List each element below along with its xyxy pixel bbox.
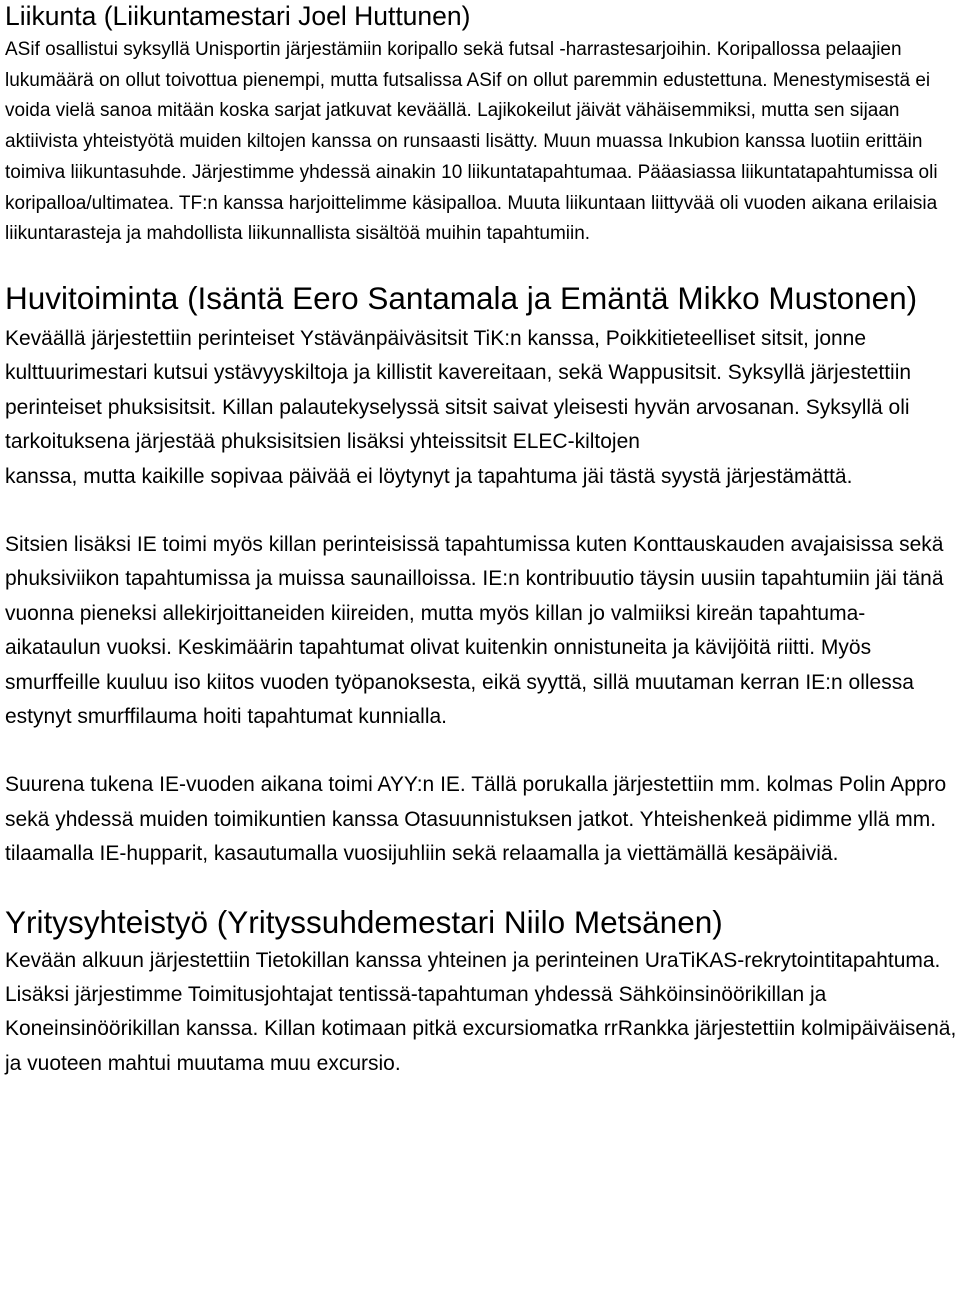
paragraph: kanssa, mutta kaikille sopivaa päivää ei löytynyt ja tapahtuma jäi tästä syystä järjestämättä. bbox=[5, 464, 853, 488]
section-liikunta bbox=[5, 0, 960, 250]
paragraph: ASif osallistui syksyllä Unisportin järjestämiin koripallo sekä futsal -harrastesarjoihin. Koripallossa pelaajien lukumäärä on ollut toivottua pienempi, mutta futsalissa ASif on ollut paremmin edustettuna. Menestymisestä ei voida vielä sanoa mitään koska sarjat jatkuvat keväällä. Lajikokeilut jäivät vähäisemmiksi, mutta sen sijaan aktiivista yhteistyötä muiden kiltojen kanssa on runsaasti lisätty. Muun muassa Inkubion kanssa luotiin erittäin toimiva liikuntasuhde. Järjestimme yhdessä ainakin 10 liikuntatapahtumaa. Pääasiassa liikuntatapahtumissa oli koripalloa/ultimatea. TF:n kanssa harjoittelimme käsipalloa. Muuta liikuntaan liittyvää oli vuoden aikana erilaisia liikuntarasteja ja mahdollista liikunnallista sisältöä muihin tapahtumiin. bbox=[5, 39, 938, 245]
section-yritysyhteistyo bbox=[5, 902, 960, 1082]
paragraph: Keväällä järjestettiin perinteiset Ystävänpäiväsitsit TiK:n kanssa, Poikkitieteelliset sitsit, jonne kulttuurimestari kutsui ystävyyskiltoja ja killistit kavereitaan, sekä Wappusitsit. Syksyllä järjestettiin perinteiset phuksisitsit. Killan palautekyselyssä sitsit saivat yleisesti hyvän arvosanan. Syksyllä oli tarkoituksena järjestää phuksisitsien lisäksi yhteissitsit ELEC-kiltojen bbox=[5, 326, 912, 454]
paragraph: Suurena tukena IE-vuoden aikana toimi AYY:n IE. Tällä porukalla järjestettiin mm. kolmas Polin Appro sekä yhdessä muiden toimikuntien kanssa Otasuunnistuksen jatkot. Yhteishenkeä pidimme yllä mm. tilaamalla IE-hupparit, kasautumalla vuosijuhliin sekä relaamalla ja viettämällä kesäpäiviä. bbox=[5, 773, 947, 866]
document-page bbox=[5, 0, 960, 1081]
section-title: Yritysyhteistyö (Yrityssuhdemestari Niilo Metsänen) bbox=[5, 903, 723, 940]
section-title: Huvitoiminta (Isäntä Eero Santamala ja Emäntä Mikko Mustonen) bbox=[5, 279, 918, 316]
section-title: Liikunta (Liikuntamestari Joel Huttunen) bbox=[5, 1, 471, 31]
paragraph: Kevään alkuun järjestettiin Tietokillan kanssa yhteinen ja perinteinen UraTiKAS-rekrytointitapahtuma. Lisäksi järjestimme Toimitusjohtajat tentissä-tapahtuman yhdessä Sähköinsinöörikillan ja Koneinsinöörikillan kanssa. Killan kotimaan pitkä excursiomatka rrRankka järjestettiin kolmipäiväisenä, ja vuoteen mahtui muutama muu excursio. bbox=[5, 948, 957, 1075]
section-huvitoiminta bbox=[5, 278, 960, 872]
paragraph: Sitsien lisäksi IE toimi myös killan perinteisissä tapahtumissa kuten Konttauskauden avajaisissa sekä phuksiviikon tapahtumissa ja muissa saunailloissa. IE:n kontribuutio täysin uusiin tapahtumiin jäi tänä vuonna pieneksi allekirjoittaneiden kiireiden, mutta myös killan jo valmiiksi kireän tapahtuma-aikataulun vuoksi. Keskimäärin tapahtumat olivat kuitenkin onnistuneita ja kävijöitä riitti. Myös smurffeille kuuluu iso kiitos vuoden työpanoksesta, eikä syyttä, sillä muutaman kerran IE:n ollessa estynyt smurffilauma hoiti tapahtumat kunnialla. bbox=[5, 532, 944, 728]
